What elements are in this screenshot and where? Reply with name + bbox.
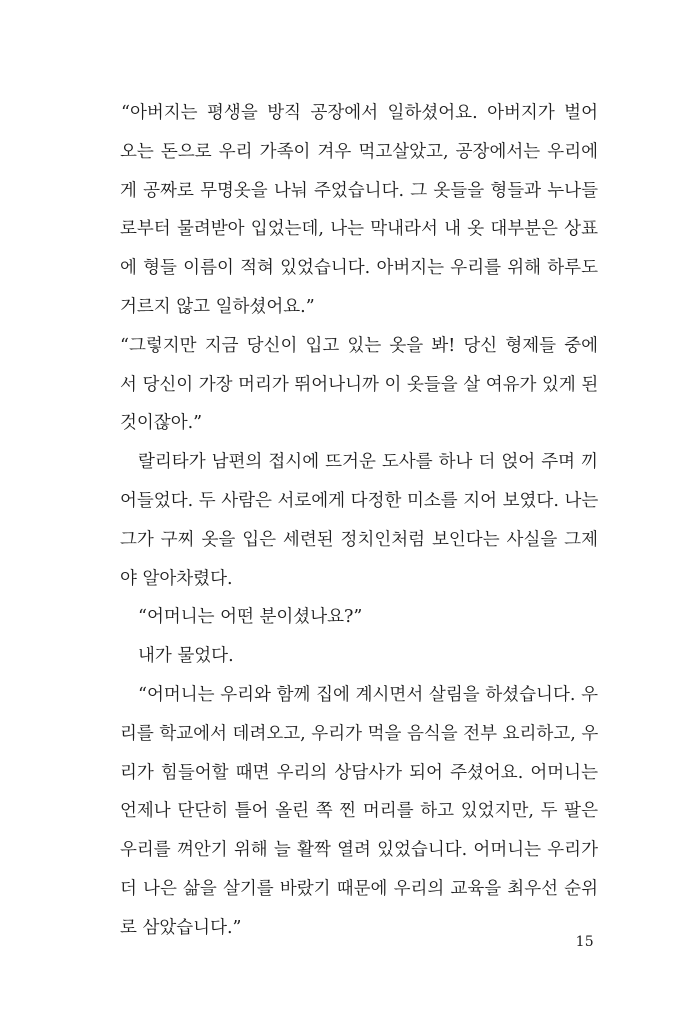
text-line: 더 나은 삶을 살기를 바랐기 때문에 우리의 교육을 최우선 순위 — [120, 878, 598, 899]
text-line: “그렇지만 지금 당신이 입고 있는 옷을 봐! 당신 형제들 중에 — [120, 335, 598, 356]
text-line: 그가 구찌 옷을 입은 세련된 정치인처럼 보인다는 사실을 그제 — [120, 529, 598, 550]
text-line: “어머니는 우리와 함께 집에 계시면서 살림을 하셨습니다. 우 — [138, 684, 598, 705]
text-line: 야 알아차렸다. — [120, 568, 233, 589]
text-line: “어머니는 어떤 분이셨나요?” — [138, 607, 363, 628]
text-line: 거르지 않고 일하셨어요.” — [120, 296, 315, 317]
text-line: 내가 물었다. — [138, 646, 234, 667]
text-line: 우리를 껴안기 위해 늘 활짝 열려 있었습니다. 어머니는 우리가 — [120, 840, 598, 861]
text-line: 리를 학교에서 데려오고, 우리가 먹을 음식을 전부 요리하고, 우 — [120, 723, 599, 744]
body-text — [120, 94, 598, 948]
text-line: 로 삼았습니다.” — [120, 917, 242, 938]
text-line: 것이잖아.” — [120, 413, 203, 434]
text-line: 오는 돈으로 우리 가족이 겨우 먹고살았고, 공장에서는 우리에 — [120, 141, 599, 162]
text-line: 리가 힘들어할 때면 우리의 상담사가 되어 주셨어요. 어머니는 — [120, 762, 598, 783]
text-line: 에 형들 이름이 적혀 있었습니다. 아버지는 우리를 위해 하루도 — [120, 258, 598, 279]
text-line: 게 공짜로 무명옷을 나눠 주었습니다. 그 옷들을 형들과 누나들 — [120, 180, 598, 201]
text-line: 서 당신이 가장 머리가 뛰어나니까 이 옷들을 살 여유가 있게 된 — [120, 374, 599, 395]
text-line: “아버지는 평생을 방직 공장에서 일하셨어요. 아버지가 벌어 — [121, 103, 598, 123]
text-line: 언제나 단단히 틀어 올린 쪽 찐 머리를 하고 있었지만, 두 팔은 — [120, 801, 598, 822]
text-line: 어들었다. 두 사람은 서로에게 다정한 미소를 지어 보였다. 나는 — [120, 490, 599, 511]
text-line: 로부터 물려받아 입었는데, 나는 막내라서 내 옷 대부분은 상표 — [120, 219, 598, 240]
page-number: 15 — [575, 934, 594, 950]
text-line: 랄리타가 남편의 접시에 뜨거운 도사를 하나 더 얹어 주며 끼 — [138, 452, 598, 473]
